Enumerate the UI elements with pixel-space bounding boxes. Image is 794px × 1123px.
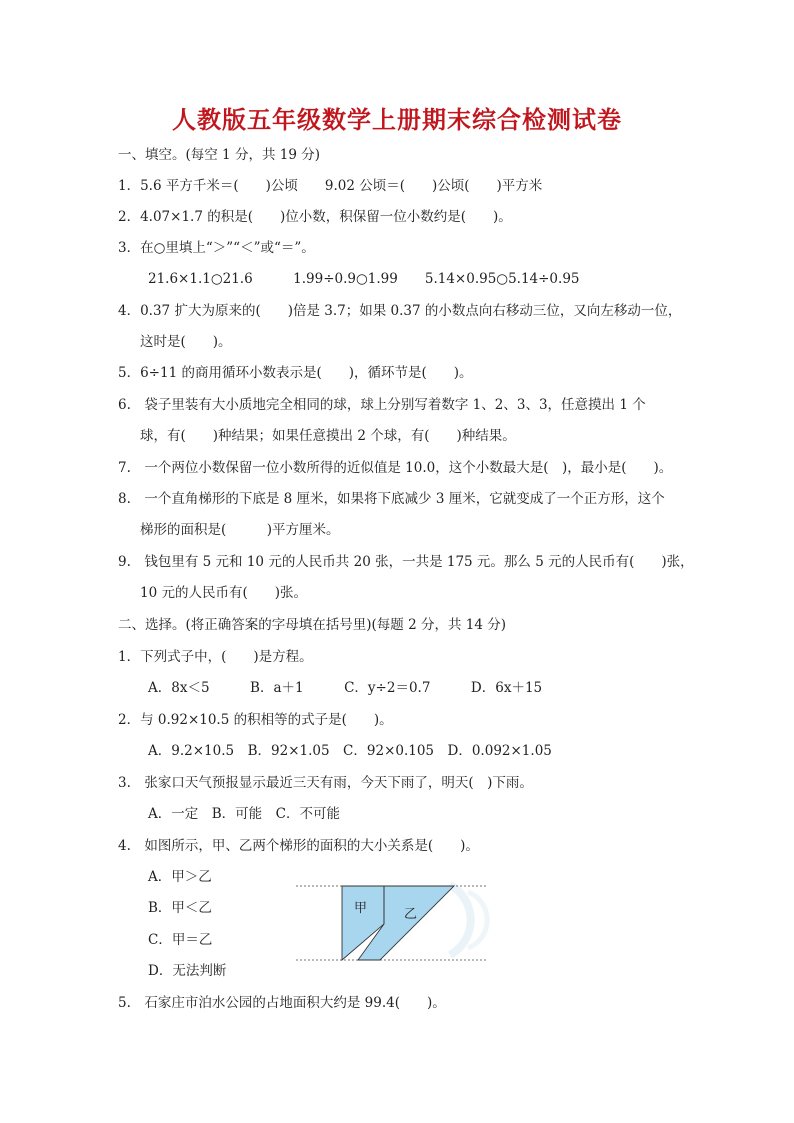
q2-1-options: A．8x＜5 B．a＋1 C．y÷2＝0.7 D．6x＋15	[148, 680, 543, 696]
q2-1: 1．下列式子中，( )是方程。	[118, 649, 313, 665]
q1-9-cont: 10 元的人民币有( )张。	[140, 585, 308, 601]
page-title: 人教版五年级数学上册期末综合检测试卷	[172, 106, 622, 134]
q1-8-cont: 梯形的面积是( )平方厘米。	[140, 522, 340, 538]
q1-1: 1．5.6 平方千米＝( )公顷 9.02 公顷＝( )公顷( )平方米	[118, 178, 543, 194]
trapezoid-diagram	[292, 880, 492, 966]
q2-2: 2．与 0.92×10.5 的积相等的式子是( )。	[118, 712, 393, 728]
q2-4-option-a: A．甲＞乙	[148, 869, 212, 885]
section1-heading: 一、填空。(每空 1 分，共 19 分)	[118, 147, 320, 163]
q1-5: 5．6÷11 的商用循环小数表示是( )，循环节是( )。	[118, 365, 473, 381]
q1-3-items: 21.6×1.1○21.6 1.99÷0.9○1.99 5.14×0.95○5.14÷0.95	[148, 271, 580, 287]
q2-4: 4. 如图所示，甲、乙两个梯形的面积的大小关系是( )。	[118, 838, 479, 854]
q2-4-option-d: D．无法判断	[148, 963, 227, 979]
q1-4: 4．0.37 扩大为原来的( )倍是 3.7；如果 0.37 的小数点向右移动三位，又向左移动一位，	[118, 303, 682, 319]
q1-6-cont: 球，有( )种结果；如果任意摸出 2 个球，有( )种结果。	[140, 428, 516, 444]
q2-2-options: A．9.2×10.5 B．92×1.05 C．92×0.105 D．0.092×1.05	[148, 743, 552, 759]
q2-4-option-b: B．甲＜乙	[148, 900, 212, 916]
q1-7: 7. 一个两位小数保留一位小数所得的近似值是 10.0，这个小数最大是( )，最小是( )。	[118, 460, 673, 476]
q1-4-cont: 这时是( )。	[140, 334, 232, 350]
section2-heading: 二、选择。(将正确答案的字母填在括号里)(每题 2 分，共 14 分)	[118, 617, 506, 633]
q1-6: 6. 袋子里装有大小质地完全相同的球，球上分别写着数字 1、2、3、3，任意摸出 1 个	[118, 397, 646, 413]
q2-3: 3. 张家口天气预报显示最近三天有雨，今天下雨了，明天( )下雨。	[118, 775, 533, 791]
label-jia: 甲	[354, 901, 368, 916]
q1-3: 3．在○里填上“＞”“＜”或“＝”。	[118, 240, 315, 256]
q1-8: 8. 一个直角梯形的下底是 8 厘米，如果将下底减少 3 厘米，它就变成了一个正方形，这个	[118, 491, 665, 507]
q1-9: 9. 钱包里有 5 元和 10 元的人民币共 20 张，一共是 175 元。那么 5 元的人民币有( )张，	[118, 554, 694, 570]
label-yi: 乙	[404, 907, 418, 922]
q2-4-option-c: C．甲＝乙	[148, 932, 213, 948]
q2-3-options: A．一定 B．可能 C．不可能	[148, 806, 340, 822]
q1-2: 2．4.07×1.7 的积是( )位小数，积保留一位小数约是( )。	[118, 209, 512, 225]
q2-5: 5. 石家庄市泊水公园的占地面积大约是 99.4( )。	[118, 995, 446, 1011]
